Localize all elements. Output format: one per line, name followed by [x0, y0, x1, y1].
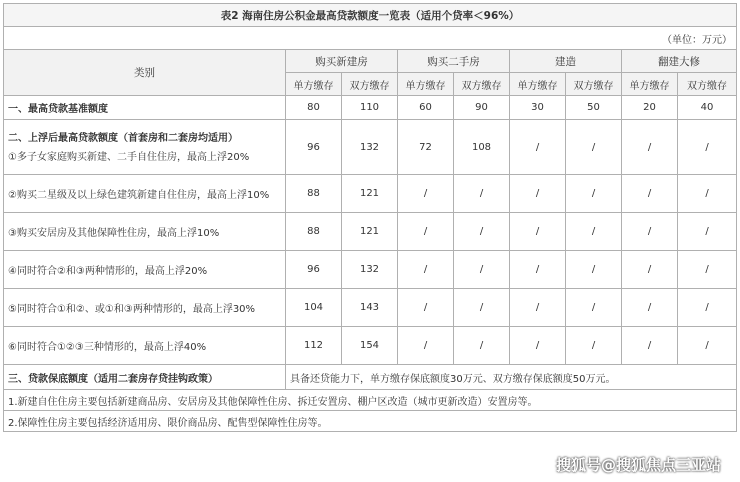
- cell-value: /: [622, 289, 678, 327]
- float-heading: 二、上浮后最高贷款额度（首套房和二套房均适用）: [8, 132, 238, 144]
- float-item-1: ①多子女家庭购买新建、二手自住住房，最高上浮20%: [8, 151, 250, 163]
- cell-value: /: [678, 120, 737, 175]
- cell-value: /: [566, 213, 622, 251]
- cell-value: 96: [286, 251, 342, 289]
- cell-value: /: [622, 327, 678, 365]
- row-label-item-3: ③购买安居房及其他保障性住房，最高上浮10%: [4, 213, 286, 251]
- cell-value: 80: [286, 96, 342, 120]
- cell-value: /: [566, 120, 622, 175]
- subheader-single: 单方缴存: [510, 73, 566, 96]
- table-row: [4, 390, 737, 411]
- cell-value: /: [678, 213, 737, 251]
- cell-value: 72: [398, 120, 454, 175]
- cell-value: /: [454, 251, 510, 289]
- cell-value: /: [454, 213, 510, 251]
- cell-value: 132: [342, 120, 398, 175]
- loan-limit-table-wrapper: [3, 3, 736, 432]
- cell-value: /: [510, 251, 566, 289]
- subheader-double: 双方缴存: [342, 73, 398, 96]
- cell-value: /: [678, 175, 737, 213]
- cell-value: /: [622, 213, 678, 251]
- cell-value: /: [510, 213, 566, 251]
- loan-limit-table: [3, 3, 737, 432]
- cell-value: 110: [342, 96, 398, 120]
- subheader-double: 双方缴存: [678, 73, 737, 96]
- group-header-resale: 购买二手房: [398, 50, 510, 73]
- guarantee-text: 具备还贷能力下，单方缴存保底额度30万元、双方缴存保底额度50万元。: [286, 365, 737, 390]
- cell-value: 121: [342, 175, 398, 213]
- cell-value: /: [622, 175, 678, 213]
- cell-value: /: [678, 251, 737, 289]
- cell-value: 96: [286, 120, 342, 175]
- cell-value: 143: [342, 289, 398, 327]
- subheader-double: 双方缴存: [566, 73, 622, 96]
- table-row: [4, 411, 737, 432]
- category-header: 类别: [4, 50, 286, 96]
- table-row: [4, 96, 737, 120]
- cell-value: /: [510, 120, 566, 175]
- table-row: [4, 327, 737, 365]
- cell-value: /: [398, 289, 454, 327]
- cell-value: /: [510, 175, 566, 213]
- row-label-item-2: ②购买二星级及以上绿色建筑新建自住住房，最高上浮10%: [4, 175, 286, 213]
- cell-value: 112: [286, 327, 342, 365]
- table-row: [4, 251, 737, 289]
- cell-value: /: [398, 327, 454, 365]
- cell-value: 121: [342, 213, 398, 251]
- watermark-text: 搜狐号@搜狐焦点三亚站: [556, 456, 722, 474]
- cell-value: 104: [286, 289, 342, 327]
- subheader-double: 双方缴存: [454, 73, 510, 96]
- cell-value: /: [678, 289, 737, 327]
- table-row: [4, 289, 737, 327]
- cell-value: 88: [286, 175, 342, 213]
- cell-value: 88: [286, 213, 342, 251]
- cell-value: /: [454, 289, 510, 327]
- unit-label: （单位：万元）: [4, 27, 737, 50]
- cell-value: 40: [678, 96, 737, 120]
- cell-value: /: [566, 251, 622, 289]
- cell-value: 30: [510, 96, 566, 120]
- cell-value: 108: [454, 120, 510, 175]
- table-row: [4, 213, 737, 251]
- subheader-single: 单方缴存: [286, 73, 342, 96]
- cell-value: /: [678, 327, 737, 365]
- table-title: 表2 海南住房公积金最高贷款额度一览表（适用个贷率＜96%）: [4, 4, 737, 27]
- cell-value: /: [398, 175, 454, 213]
- note-2: 2.保障性住房主要包括经济适用房、限价商品房、配售型保障性住房等。: [4, 411, 737, 432]
- cell-value: 132: [342, 251, 398, 289]
- table-row: [4, 175, 737, 213]
- subheader-single: 单方缴存: [398, 73, 454, 96]
- cell-value: /: [398, 213, 454, 251]
- cell-value: 50: [566, 96, 622, 120]
- table-row: [4, 120, 737, 175]
- cell-value: 60: [398, 96, 454, 120]
- cell-value: 90: [454, 96, 510, 120]
- cell-value: 154: [342, 327, 398, 365]
- row-label-base: 一、最高贷款基准额度: [4, 96, 286, 120]
- cell-value: /: [510, 327, 566, 365]
- cell-value: /: [510, 289, 566, 327]
- group-header-build: 建造: [510, 50, 622, 73]
- group-header-new: 购买新建房: [286, 50, 398, 73]
- row-label-guarantee: 三、贷款保底额度（适用二套房存贷挂钩政策）: [4, 365, 286, 390]
- group-header-renovate: 翻建大修: [622, 50, 737, 73]
- cell-value: /: [398, 251, 454, 289]
- cell-value: /: [454, 327, 510, 365]
- cell-value: /: [566, 175, 622, 213]
- note-1: 1.新建自住住房主要包括新建商品房、安居房及其他保障性住房、拆迁安置房、棚户区改造（城市更新改造）安置房等。: [4, 390, 737, 411]
- row-label-item-4: ④同时符合②和③两种情形的，最高上浮20%: [4, 251, 286, 289]
- cell-value: /: [566, 289, 622, 327]
- cell-value: 20: [622, 96, 678, 120]
- row-label-float: [4, 120, 286, 175]
- subheader-single: 单方缴存: [622, 73, 678, 96]
- cell-value: /: [454, 175, 510, 213]
- cell-value: /: [566, 327, 622, 365]
- cell-value: /: [622, 251, 678, 289]
- table-row: [4, 365, 737, 390]
- row-label-item-5: ⑤同时符合①和②、或①和③两种情形的，最高上浮30%: [4, 289, 286, 327]
- row-label-item-6: ⑥同时符合①②③三种情形的，最高上浮40%: [4, 327, 286, 365]
- cell-value: /: [622, 120, 678, 175]
